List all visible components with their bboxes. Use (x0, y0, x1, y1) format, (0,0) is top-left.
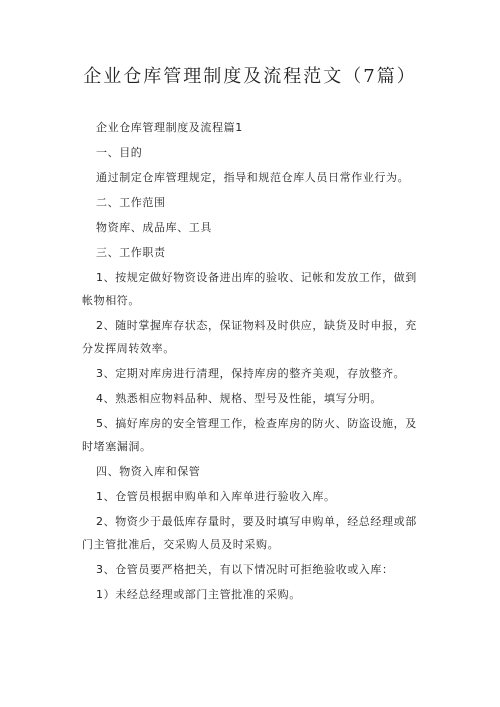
duty-item-5: 5、搞好库房的安全管理工作，检查库房的防火、防盗设施，及时堵塞漏洞。 (82, 417, 417, 453)
storage-item-2: 2、物资少于最低库存量时，要及时填写申购单，经总经理或部门主管批准后，交采购人员及时采购。 (82, 515, 417, 551)
paragraph-scope: 物资库、成品库、工具 (96, 221, 212, 234)
section-heading: 企业仓库管理制度及流程篇1 (96, 121, 243, 134)
duty-item-2: 2、随时掌握库存状态，保证物料及时供应，缺货及时申报，充分发挥周转效率。 (82, 319, 417, 355)
storage-item-3: 3、仓管员要严格把关，有以下情况时可拒绝验收或入库： (96, 563, 394, 576)
document-title: 企业仓库管理制度及流程范文（7篇） (83, 66, 417, 87)
heading-purpose: 一、目的 (96, 146, 143, 159)
heading-duties: 三、工作职责 (96, 246, 166, 259)
document-body (82, 116, 426, 608)
storage-subitem-1: 1）未经总经理或部门主管批准的采购。 (96, 588, 301, 601)
heading-scope: 二、工作范围 (96, 196, 166, 209)
duty-item-1: 1、按规定做好物资设备进出库的验收、记帐和发放工作，做到帐物相符。 (82, 271, 417, 307)
duty-item-3: 3、定期对库房进行清理，保持库房的整齐美观，存放整齐。 (96, 367, 406, 380)
paragraph-purpose: 通过制定仓库管理规定，指导和规范仓库人员日常作业行为。 (96, 171, 410, 184)
storage-item-1: 1、仓管员根据申购单和入库单进行验收入库。 (96, 490, 336, 503)
duty-item-4: 4、熟悉相应物料品种、规格、型号及性能，填写分明。 (96, 392, 382, 405)
heading-storage: 四、物资入库和保管 (96, 465, 201, 478)
